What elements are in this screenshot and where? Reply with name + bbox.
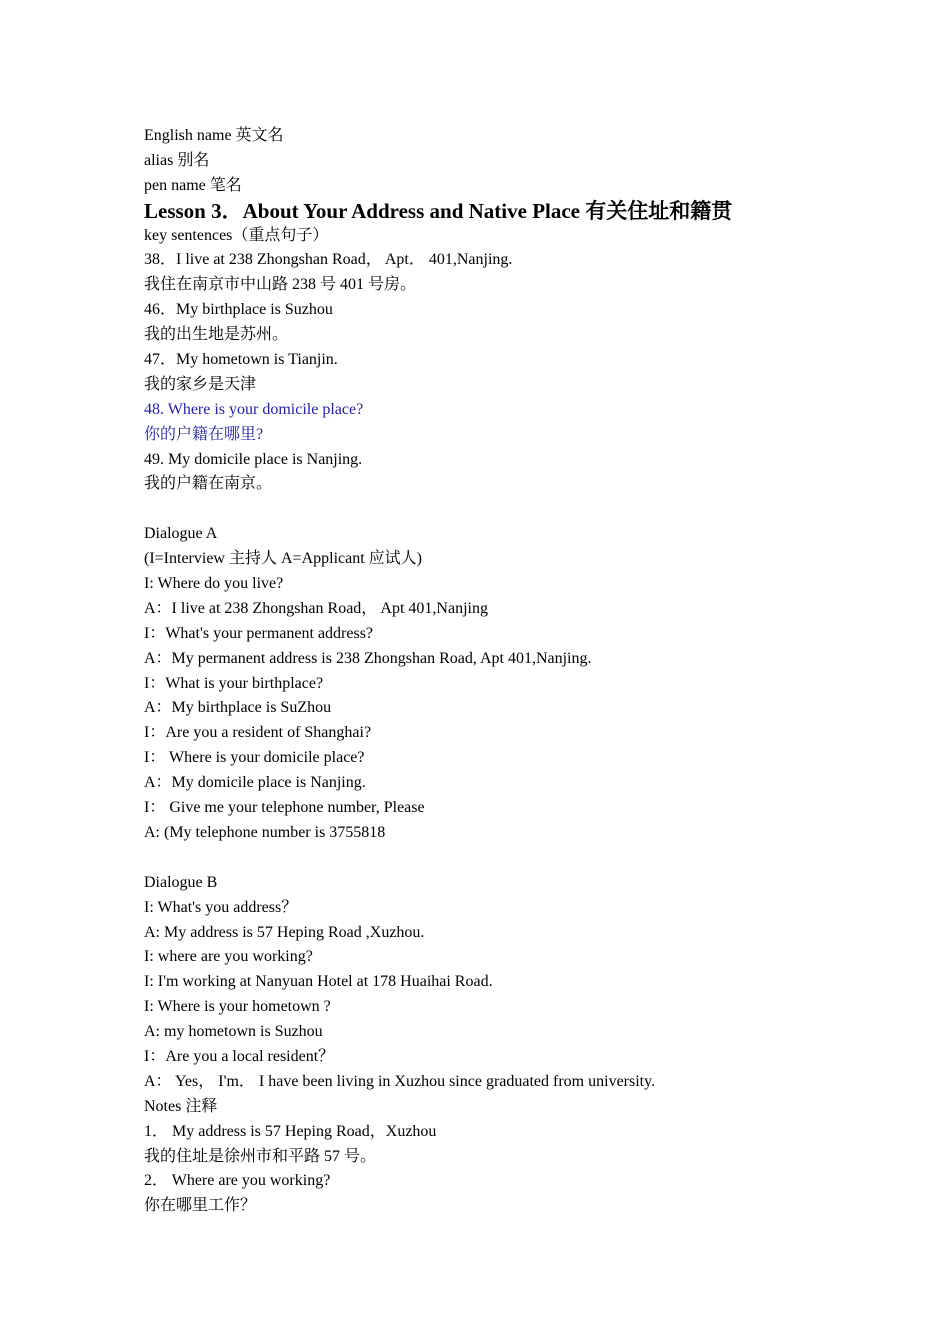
dialogue-line: I： Where is your domicile place? (144, 749, 365, 767)
highlighted-line: 48. Where is your domicile place? (144, 400, 364, 418)
dialogue-line: I: What's you address？ (144, 898, 298, 916)
text-line: pen name 笔名 (144, 176, 242, 194)
text-line: 我住在南京市中山路 238 号 401 号房。 (144, 276, 417, 294)
dialogue-line: A: my hometown is Suzhou (144, 1023, 323, 1041)
dialogue-line: A: (My telephone number is 3755818 (144, 823, 386, 841)
dialogue-line: A：My birthplace is SuZhou (144, 699, 332, 717)
section-label: Notes 注释 (144, 1097, 218, 1115)
blank-line (144, 846, 844, 871)
blank-line (144, 497, 844, 522)
section-label: key sentences（重点句子） (144, 226, 329, 244)
text-line: 49. My domicile place is Nanjing. (144, 450, 363, 468)
text-line: 38．I live at 238 Zhongshan Road， Apt． 401,Nanjing. (144, 251, 513, 269)
dialogue-line: I: Where is your hometown ? (144, 998, 331, 1016)
dialogue-line: A： Yes， I'm． I have been living in Xuzhou since graduated from university. (144, 1072, 656, 1090)
text-line: (I=Interview 主持人 A=Applicant 应试人) (144, 550, 422, 568)
dialogue-line: I：What's your permanent address? (144, 624, 374, 642)
text-line: 47．My hometown is Tianjin. (144, 351, 338, 369)
section-label: Dialogue A (144, 525, 218, 543)
text-line: 46．My birthplace is Suzhou (144, 301, 333, 319)
dialogue-line: A：I live at 238 Zhongshan Road， Apt 401,Nanjing (144, 599, 488, 617)
text-line: alias 别名 (144, 151, 210, 169)
note-line: 2． Where are you working? (144, 1172, 331, 1190)
dialogue-line: I：What is your birthplace? (144, 674, 324, 692)
note-line: 1． My address is 57 Heping Road，Xuzhou (144, 1122, 437, 1140)
lesson-heading: Lesson 3．About Your Address and Native Place 有关住址和籍贯 (144, 198, 733, 223)
dialogue-line: I: where are you working? (144, 948, 313, 966)
dialogue-line: A: My address is 57 Heping Road ,Xuzhou. (144, 923, 425, 941)
dialogue-line: A：My domicile place is Nanjing. (144, 774, 366, 792)
text-line: 我的出生地是苏州。 (144, 326, 289, 344)
text-line: 我的户籍在南京。 (144, 475, 273, 493)
dialogue-line: A：My permanent address is 238 Zhongshan Road, Apt 401,Nanjing. (144, 649, 592, 667)
note-line: 你在哪里工作？ (144, 1197, 257, 1215)
dialogue-line: I：Are you a local resident？ (144, 1047, 335, 1065)
dialogue-line: I: I'm working at Nanyuan Hotel at 178 Huaihai Road. (144, 973, 493, 991)
text-line: English name 英文名 (144, 127, 284, 144)
dialogue-line: I：Are you a resident of Shanghai? (144, 724, 372, 742)
text-line: 我的家乡是天津 (144, 375, 257, 393)
dialogue-line: I： Give me your telephone number, Please (144, 799, 425, 817)
note-line: 我的住址是徐州市和平路 57 号。 (144, 1147, 377, 1165)
section-label: Dialogue B (144, 873, 218, 891)
document-page (144, 124, 844, 1219)
highlighted-line: 你的户籍在哪里? (144, 425, 264, 443)
dialogue-line: I: Where do you live? (144, 575, 284, 593)
